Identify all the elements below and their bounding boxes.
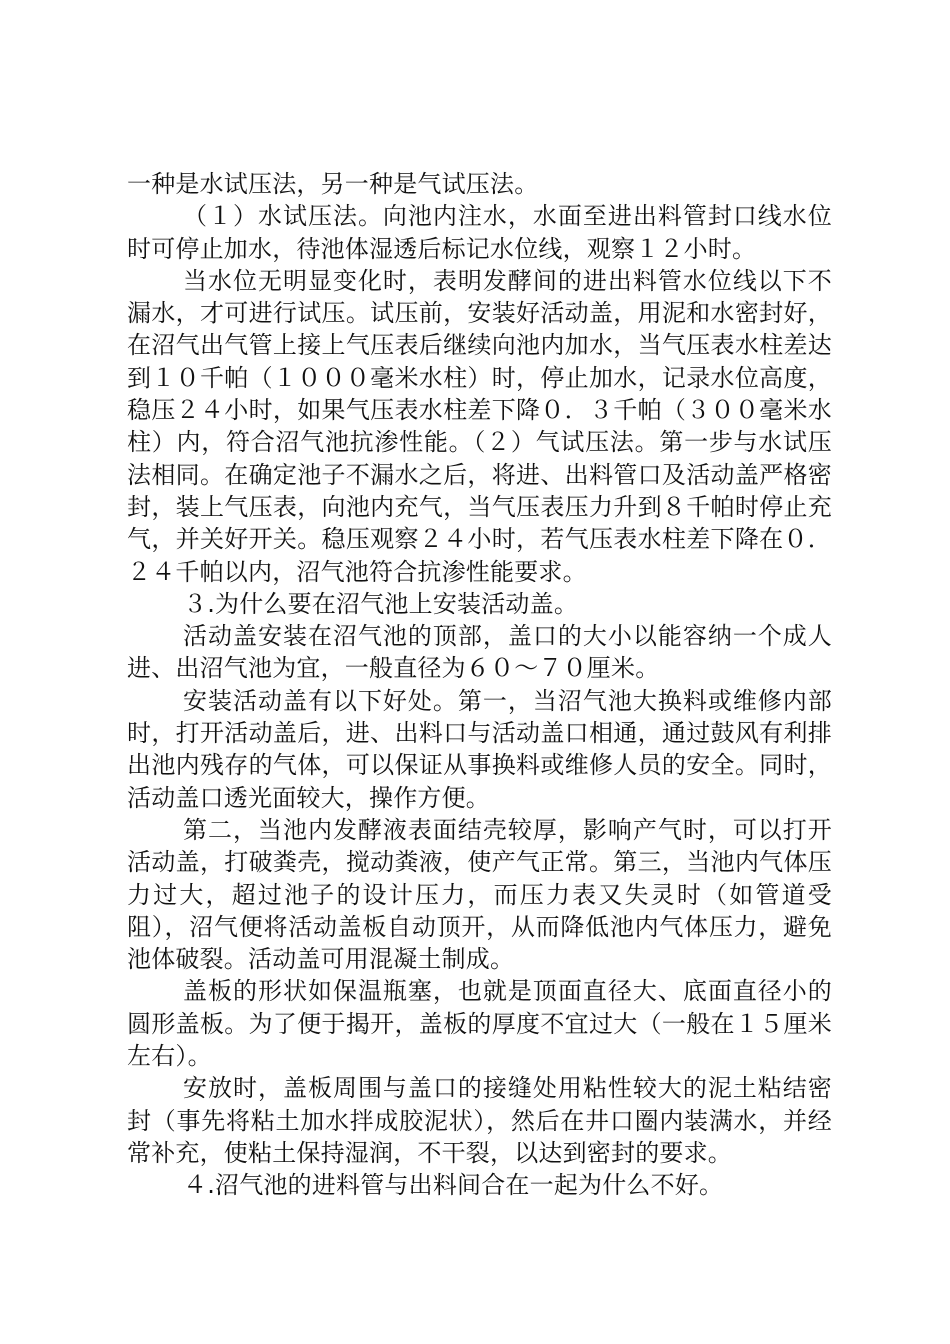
paragraph-9: 安放时，盖板周围与盖口的接缝处用粘性较大的泥土粘结密封（事先将粘土加水拌成胶泥状），然后在井口圈内装满水，并经常补充，使粘土保持湿润，不干裂，以达到密封的要求。 [127,1074,832,1167]
section-heading-4: ４.沼气池的进料管与出料间合在一起为什么不好。 [183,1171,724,1200]
paragraph-3: 当水位无明显变化时，表明发酵间的进出料管水位线以下不漏水，才可进行试压。试压前，安装好活动盖，用泥和水密封好，在沼气出气管上接上气压表后继续向池内加水，当气压表水柱差达到１０千帕（１０００毫米水柱）时，停止加水，记录水位高度，稳压２４小时，如果气压表水柱差下降０．３千帕（３００毫米水柱）内，符合沼气池抗渗性能。（２）气试压法。第一步与水试压法相同。在确定池子不漏水之后，将进、出料管口及活动盖严格密封，装上气压表，向池内充气，当气压表压力升到８千帕时停止充气，并关好开关。稳压观察２４小时，若气压表水柱差下降在０．２４千帕以内，沼气池符合抗渗性能要求。 [127,266,832,586]
paragraph-6: 安装活动盖有以下好处。第一，当沼气池大换料或维修内部时，打开活动盖后，进、出料口与活动盖口相通，通过鼓风有利排出池内残存的气体，可以保证从事换料或维修人员的安全。同时，活动盖口透光面较大，操作方便。 [127,686,832,812]
paragraph-2: （１）水试压法。向池内注水，水面至进出料管封口线水位时可停止加水，待池体湿透后标记水位线，观察１２小时。 [127,202,832,263]
paragraph-8: 盖板的形状如保温瓶塞，也就是顶面直径大、底面直径小的圆形盖板。为了便于揭开，盖板的厚度不宜过大（一般在１５厘米左右）。 [127,977,832,1071]
section-heading-3: ３.为什么要在沼气池上安装活动盖。 [183,589,579,618]
document-body [127,168,832,1202]
paragraph-5: 活动盖安装在沼气池的顶部，盖口的大小以能容纳一个成人进、出沼气池为宜，一般直径为６０～７０厘米。 [127,622,832,683]
paragraph-1: 一种是水试压法，另一种是气试压法。 [127,170,539,198]
paragraph-7: 第二，当池内发酵液表面结壳较厚，影响产气时，可以打开活动盖，打破粪壳，搅动粪液，使产气正常。第三，当池内气体压力过大，超过池子的设计压力，而压力表又失灵时（如管道受阻），沼气便将活动盖板自动顶开，从而降低池内气体压力，避免池体破裂。活动盖可用混凝土制成。 [127,815,832,974]
